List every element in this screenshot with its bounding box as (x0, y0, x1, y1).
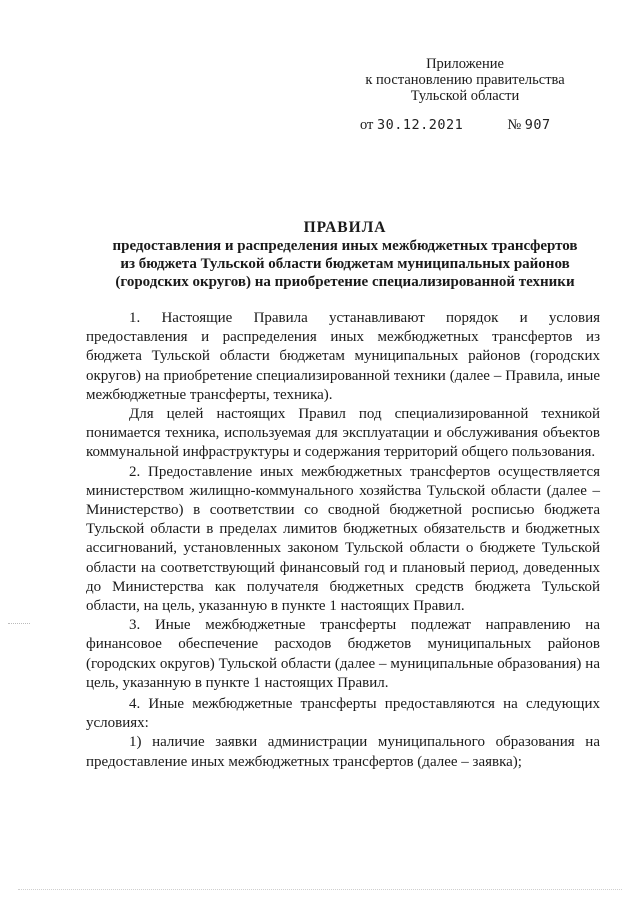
scan-bottom-noise (18, 889, 622, 893)
resolution-date-number (360, 117, 600, 134)
document-title (80, 219, 610, 291)
resolution-date: 30.12.2021 (377, 117, 464, 133)
appendix-line-3: Тульской области (410, 88, 520, 104)
paragraph-4: 3. Иные межбюджетные трансферты подлежат направлению на финансовое обеспечение расходов бюджетов муниципальных районов (городских округов) Тульской области (далее – муниципальные образования) на цель, указанную в пункте 1 настоящих Правил. (86, 617, 600, 691)
title-main: ПРАВИЛА (303, 219, 387, 236)
date-prefix: от (360, 117, 374, 133)
document-body (86, 309, 600, 772)
title-line-2: из бюджета Тульской области бюджетам муниципальных районов (120, 256, 570, 272)
paragraph-1: 1. Настоящие Правила устанавливают порядок и условия предоставления и распределения иных межбюджетных трансфертов из бюджета Тульской области бюджетам муниципальных районов (городских округов) на приобретение специализированной техники (далее – Правила, иные межбюджетные трансферты, техника). (86, 310, 600, 403)
appendix-header (340, 56, 590, 104)
appendix-line-2: к постановлению правительства (365, 72, 565, 88)
appendix-line-1: Приложение (426, 56, 504, 72)
title-line-3: (городских округов) на приобретение специализированной техники (115, 274, 575, 290)
paragraph-3: 2. Предоставление иных межбюджетных трансфертов осуществляется министерством жилищно-коммунального хозяйства Тульской области (далее – Министерство) в соответствии со сводной бюджетной росписью бюджета Тульской области в пределах лимитов бюджетных обязательств и бюджетных ассигнований, установленных законом Тульской области о бюджете Тульской области на соответствующий финансовый год и плановый период, доведенных до Министерства как получателя бюджетных средств бюджета Тульской области, на цель, указанную в пункте 1 настоящих Правил. (86, 463, 600, 615)
paragraph-5: 4. Иные межбюджетные трансферты предоставляются на следующих условиях: (86, 696, 600, 732)
number-sign: № (507, 117, 522, 133)
scan-margin-mark (8, 623, 30, 632)
title-line-1: предоставления и распределения иных межбюджетных трансфертов (112, 238, 578, 254)
paragraph-6: 1) наличие заявки администрации муниципального образования на предоставление иных межбюджетных трансфертов (далее – заявка); (86, 734, 600, 770)
resolution-number: 907 (524, 117, 551, 133)
paragraph-2: Для целей настоящих Правил под специализированной техникой понимается техника, используемая для эксплуатации и обслуживания объектов коммунальной инфраструктуры и содержания территорий общего пользования. (86, 406, 600, 461)
